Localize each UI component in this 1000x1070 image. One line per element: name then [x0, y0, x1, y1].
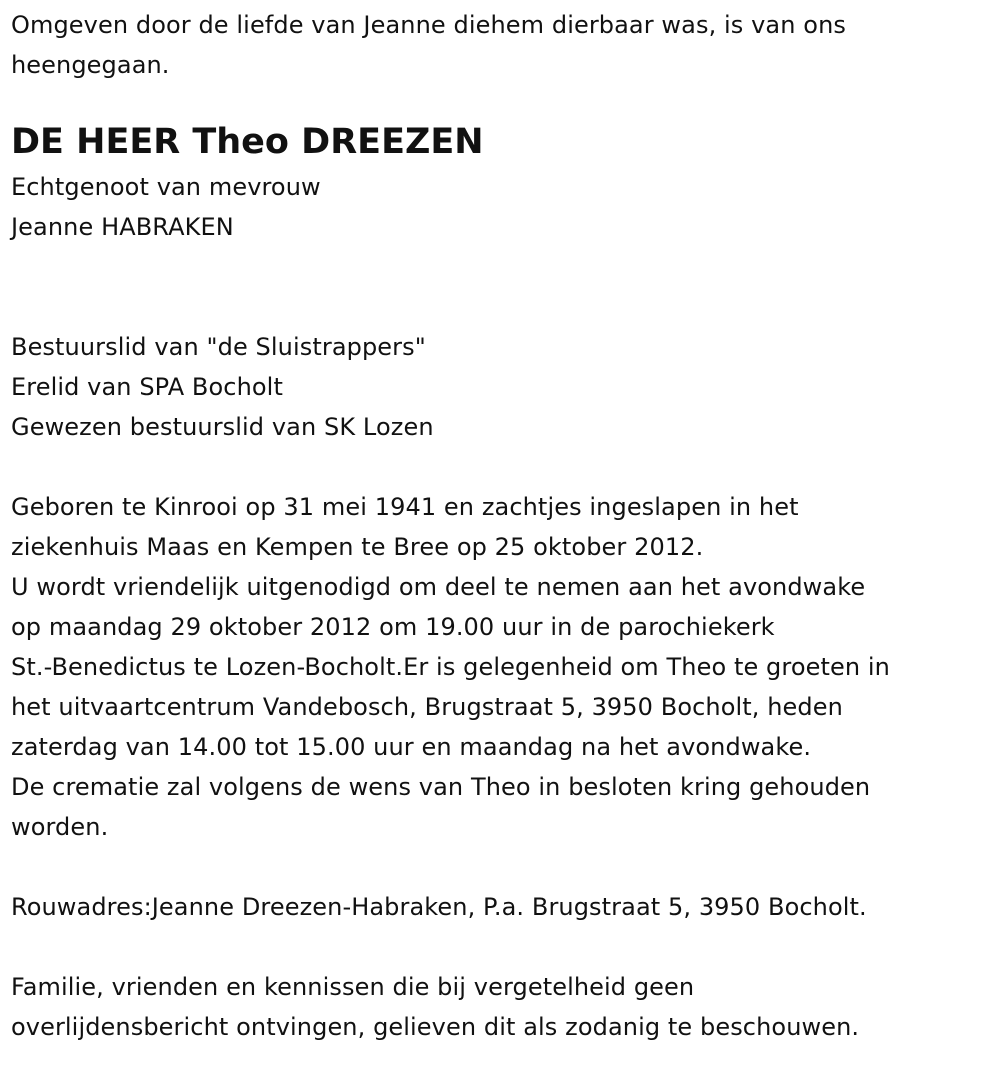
spouse-line: Echtgenoot van mevrouw — [11, 173, 321, 201]
details-line: ziekenhuis Maas en Kempen te Bree op 25 oktober 2012. — [11, 533, 704, 561]
spouse-line: Jeanne HABRAKEN — [11, 213, 234, 241]
details-line: zaterdag van 14.00 tot 15.00 uur en maandag na het avondwake. — [11, 733, 812, 761]
mourning-address: Rouwadres:Jeanne Dreezen-Habraken, P.a. Brugstraat 5, 3950 Bocholt. — [11, 893, 867, 921]
role-line: Gewezen bestuurslid van SK Lozen — [11, 413, 434, 441]
details-line: U wordt vriendelijk uitgenodigd om deel te nemen aan het avondwake — [11, 573, 866, 601]
roles-block — [11, 327, 991, 447]
closing-paragraph — [11, 967, 991, 1047]
role-line: Bestuurslid van "de Sluistrappers" — [11, 333, 426, 361]
details-line: worden. — [11, 813, 109, 841]
closing-line: Familie, vrienden en kennissen die bij vergetelheid geen — [11, 973, 695, 1001]
details-line: op maandag 29 oktober 2012 om 19.00 uur in de parochiekerk — [11, 613, 775, 641]
spacer — [11, 447, 991, 487]
intro-paragraph — [11, 5, 991, 85]
closing-line: overlijdensbericht ontvingen, gelieven dit als zodanig te beschouwen. — [11, 1013, 860, 1041]
obituary-notice — [11, 0, 991, 1047]
details-line: Geboren te Kinrooi op 31 mei 1941 en zachtjes ingeslapen in het — [11, 493, 799, 521]
role-line: Erelid van SPA Bocholt — [11, 373, 283, 401]
spacer — [11, 927, 991, 967]
spacer — [11, 847, 991, 887]
details-line: St.-Benedictus te Lozen-Bocholt.Er is gelegenheid om Theo te groeten in — [11, 653, 890, 681]
intro-line: Omgeven door de liefde van Jeanne diehem dierbaar was, is van ons — [11, 11, 846, 39]
deceased-name: DE HEER Theo DREEZEN — [11, 122, 484, 162]
spacer — [11, 247, 991, 327]
intro-line: heengegaan. — [11, 51, 170, 79]
spouse-block — [11, 167, 991, 247]
details-paragraph — [11, 487, 991, 847]
details-line: het uitvaartcentrum Vandebosch, Brugstraat 5, 3950 Bocholt, heden — [11, 693, 843, 721]
details-line: De crematie zal volgens de wens van Theo in besloten kring gehouden — [11, 773, 871, 801]
